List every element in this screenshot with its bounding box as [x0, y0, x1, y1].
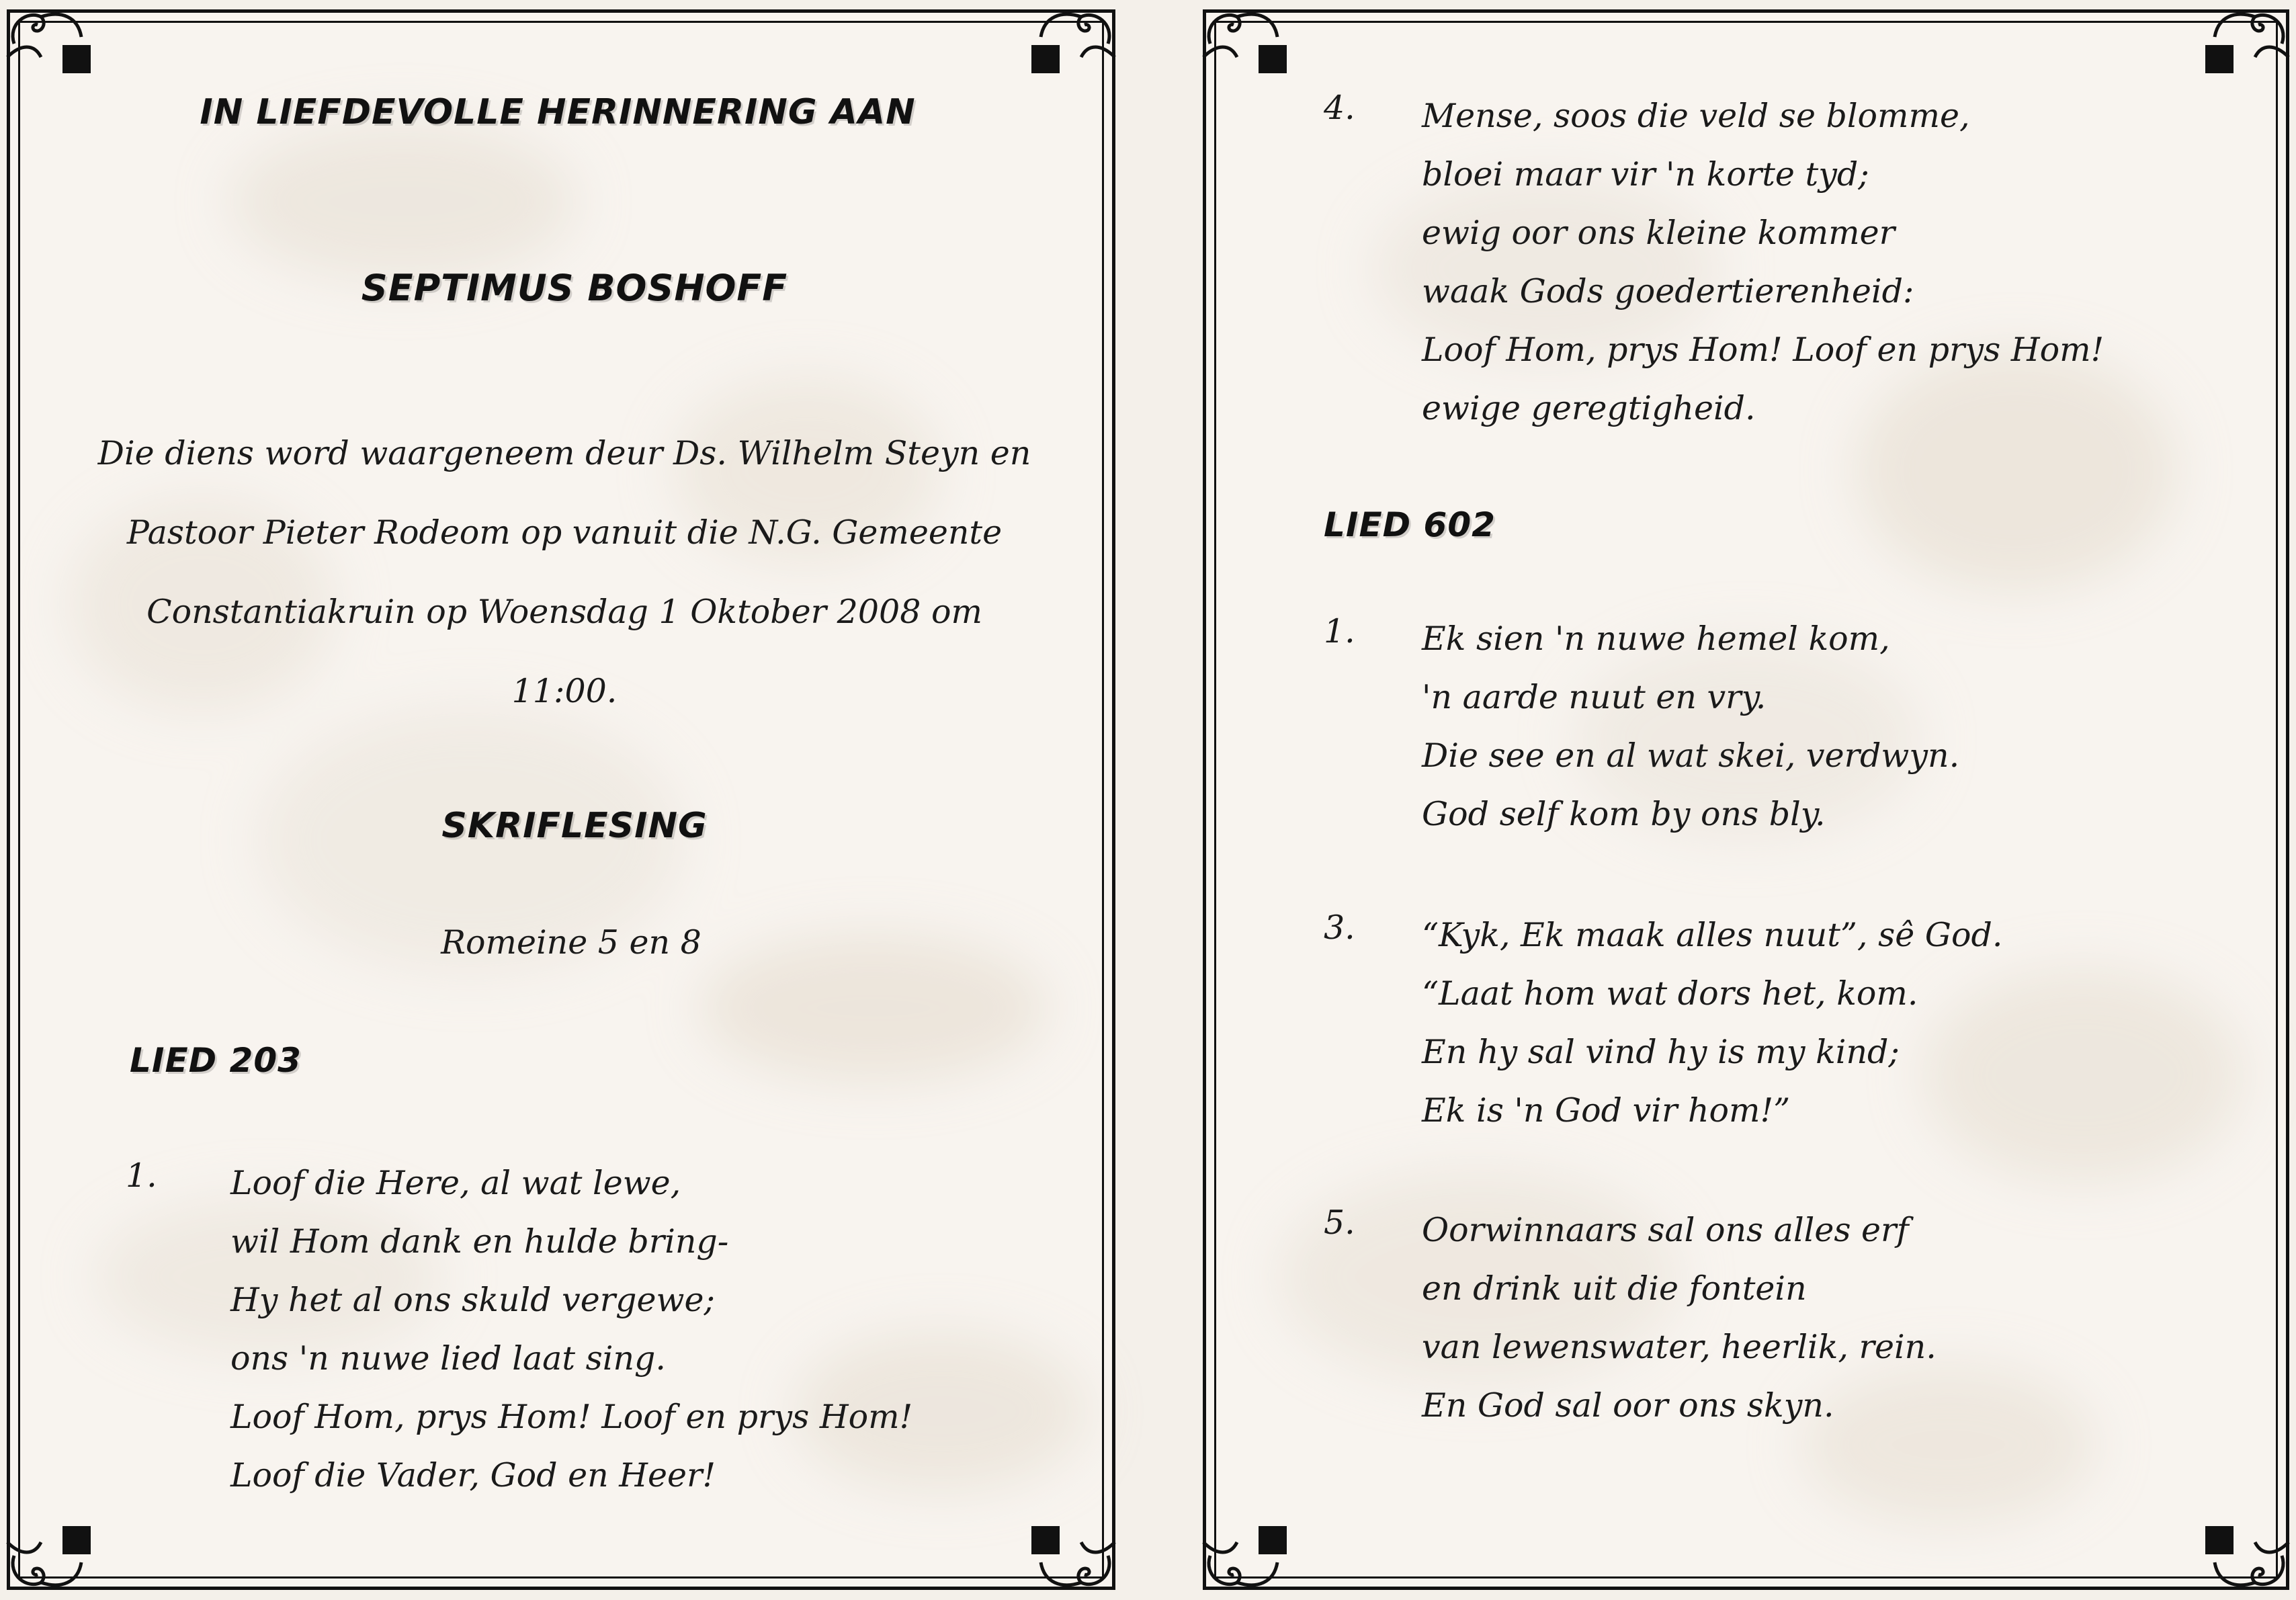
fleur-de-lis-corner-icon	[1021, 3, 1121, 104]
verse-line: bloei maar vir 'n korte tyd;	[1422, 155, 1869, 194]
verse-line: Loof Hom, prys Hom! Loof en prys Hom!	[230, 1398, 913, 1436]
verse-line: Loof die Vader, God en Heer!	[230, 1456, 716, 1494]
verse-line: van lewenswater, heerlik, rein.	[1422, 1328, 1937, 1366]
verse-line: 'n aarde nuut en vry.	[1422, 678, 1767, 716]
verse-line: Mense, soos die veld se blomme,	[1422, 97, 1970, 135]
verse-number: 5.	[1324, 1204, 1355, 1242]
verse-line: Loof die Here, al wat lewe,	[230, 1164, 681, 1202]
verse-line: Hy het al ons skuld vergewe;	[230, 1281, 715, 1319]
verse-line: Ek is 'n God vir hom!”	[1422, 1091, 1791, 1130]
left-page	[7, 9, 1115, 1590]
fleur-de-lis-corner-icon	[1021, 1495, 1121, 1596]
verse-line: ewig oor ons kleine kommer	[1422, 214, 1896, 252]
right-page	[1203, 9, 2289, 1590]
fleur-de-lis-corner-icon	[2195, 3, 2295, 104]
fleur-de-lis-corner-icon	[1197, 3, 1298, 104]
verse-line: en drink uit die fontein	[1422, 1269, 1807, 1308]
hymn-heading: LIED 203	[130, 1041, 302, 1080]
deceased-name: SEPTIMUS BOSHOFF	[361, 267, 788, 309]
verse-line: Loof Hom, prys Hom! Loof en prys Hom!	[1422, 331, 2104, 369]
hymn-verse	[1422, 906, 2002, 1140]
service-details	[10, 414, 1119, 731]
verse-line: ons 'n nuwe lied laat sing.	[230, 1339, 666, 1378]
fleur-de-lis-corner-icon	[1, 3, 101, 104]
verse-number: 3.	[1324, 909, 1355, 947]
verse-number: 1.	[126, 1156, 157, 1195]
fleur-de-lis-corner-icon	[1, 1495, 101, 1596]
verse-line: wil Hom dank en hulde bring-	[230, 1222, 729, 1261]
service-line: Die diens word waargeneem deur Ds. Wilhelm Steyn en	[97, 434, 1031, 472]
service-line: 11:00.	[511, 672, 618, 710]
verse-line: God self kom by ons bly.	[1422, 795, 1826, 833]
reading-reference: Romeine 5 en 8	[441, 923, 701, 962]
reading-heading: SKRIFLESING	[441, 806, 708, 846]
verse-number: 4.	[1324, 89, 1355, 127]
verse-number: 1.	[1324, 612, 1355, 650]
service-line: Constantiakruin op Woensdag 1 Oktober 2008 om	[146, 593, 982, 631]
verse-line: waak Gods goedertierenheid:	[1422, 272, 1914, 310]
verse-line: “Kyk, Ek maak alles nuut”, sê God.	[1422, 916, 2003, 954]
fleur-de-lis-corner-icon	[2195, 1495, 2295, 1596]
fleur-de-lis-corner-icon	[1197, 1495, 1298, 1596]
verse-line: Die see en al wat skei, verdwyn.	[1422, 736, 1960, 775]
verse-line: “Laat hom wat dors het, kom.	[1422, 974, 1918, 1013]
verse-line: Ek sien 'n nuwe hemel kom,	[1422, 620, 1890, 658]
hymn-verse	[1422, 1201, 1937, 1435]
hymn-verse	[1422, 87, 2104, 437]
hymn-verse	[230, 1154, 912, 1505]
hymn-heading: LIED 602	[1324, 505, 1496, 544]
hymn-verse	[1422, 609, 1959, 843]
verse-line: ewige geregtigheid.	[1422, 389, 1756, 427]
verse-line: Oorwinnaars sal ons alles erf	[1422, 1211, 1909, 1249]
verse-line: En hy sal vind hy is my kind;	[1422, 1033, 1900, 1071]
service-line: Pastoor Pieter Rodeom op vanuit die N.G. Gemeente	[126, 513, 1003, 552]
verse-line: En God sal oor ons skyn.	[1422, 1386, 1834, 1425]
memorial-heading: IN LIEFDEVOLLE HERINNERING AAN	[200, 92, 916, 132]
